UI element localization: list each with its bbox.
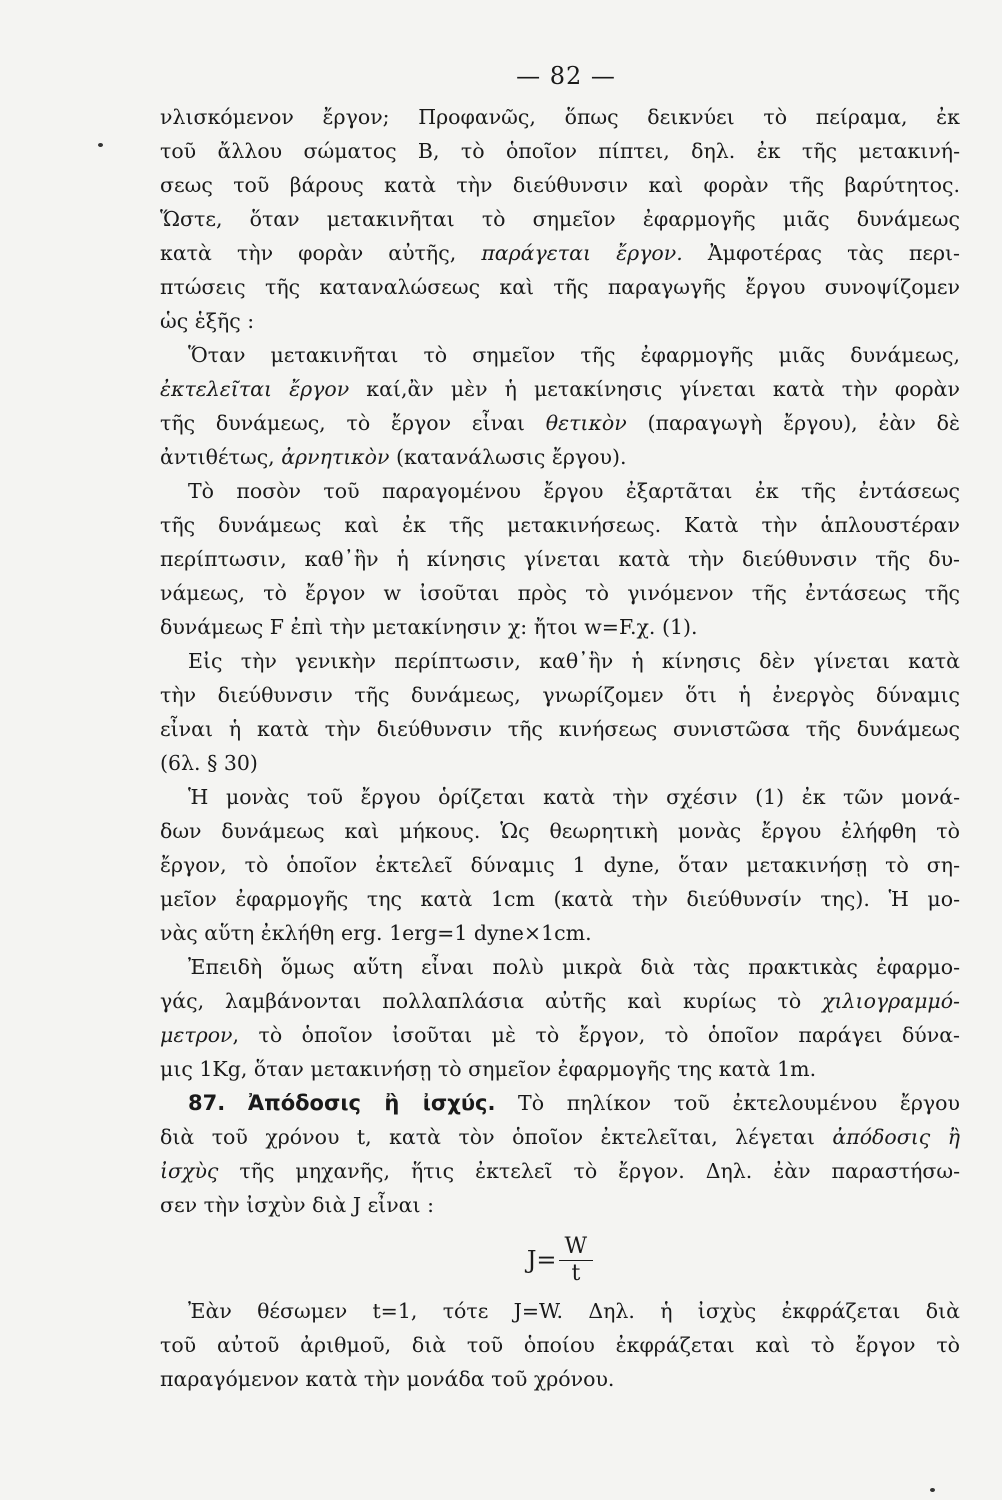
- body-text: [160, 100, 960, 1396]
- text-line: εἶναι ἡ κατὰ τὴν διεύθυνσιν τῆς κινήσεως συνιστῶσα τῆς δυνάμεως: [160, 717, 960, 741]
- emphasis: μετρον: [160, 1023, 233, 1047]
- text-line: σεως τοῦ βάρους κατὰ τὴν διεύθυνσιν καὶ φορὰν τῆς βαρύτητος.: [160, 173, 960, 197]
- page-number: — 82 —: [516, 62, 616, 90]
- text-line: δυνάμεως F ἐπὶ τὴν μετακίνησιν χ: ἤτοι w=F.χ. (1).: [160, 615, 698, 639]
- paragraph-5: [160, 780, 960, 950]
- emphasis: χιλιογραμμό-: [822, 989, 960, 1013]
- text-line: μις 1Kg, ὅταν μετακινήσῃ τὸ σημεῖον ἐφαρμογῆς της κατὰ 1m.: [160, 1057, 817, 1081]
- emphasis: ἰσχὺς: [160, 1159, 219, 1183]
- section-number: 87.: [188, 1091, 226, 1115]
- emphasis: θετικὸν: [545, 411, 627, 435]
- section-title: Ἀπόδοσις ἢ ἰσχύς.: [247, 1091, 496, 1115]
- text-line: διὰ τοῦ χρόνου t, κατὰ τὸν ὁποῖον ἐκτελεῖται, λέγεται ἀπόδοσις ἢ: [160, 1125, 960, 1149]
- text-line: περίπτωσιν, καθ᾽ἣν ἡ κίνησις γίνεται κατὰ τὴν διεύθυνσιν τῆς δυ-: [160, 547, 960, 571]
- text-line: Ἡ μονὰς τοῦ ἔργου ὁρίζεται κατὰ τὴν σχέσιν (1) ἐκ τῶν μονά-: [188, 785, 960, 809]
- text-line: Ἐπειδὴ ὅμως αὕτη εἶναι πολὺ μικρὰ διὰ τὰς πρακτικὰς ἐφαρμο-: [188, 955, 960, 979]
- text-line: νλισκόμενον ἔργον; Προφανῶς, ὅπως δεικνύει τὸ πείραμα, ἐκ: [160, 105, 960, 129]
- scan-speck: [930, 1488, 935, 1492]
- text-line: γάς, λαμβάνονται πολλαπλάσια αὐτῆς καὶ κυρίως τὸ χιλιογραμμό-: [160, 989, 960, 1013]
- fraction-numerator: W: [559, 1234, 594, 1261]
- paragraph-4: [160, 644, 960, 780]
- text-line: κατὰ τὴν φορὰν αὐτῆς, παράγεται ἔργον. Ἀμφοτέρας τὰς περι-: [160, 241, 960, 265]
- text-line: δων δυνάμεως καὶ μήκους. Ὡς θεωρητικὴ μονὰς ἔργου ἐλήφθη τὸ: [160, 819, 960, 843]
- text-line: Ὅταν μετακινῆται τὸ σημεῖον τῆς ἐφαρμογῆς μιᾶς δυνάμεως,: [188, 343, 960, 367]
- formula: [160, 1230, 960, 1290]
- text-line: ἐκτελεῖται ἔργον καί,ἂν μὲν ἡ μετακίνησις γίνεται κατὰ τὴν φορὰν: [160, 377, 960, 401]
- emphasis: ἀρνητικὸν: [281, 445, 390, 469]
- scan-speck: [98, 143, 103, 147]
- text-line: σεν τὴν ἰσχὺν διὰ J εἶναι :: [160, 1193, 434, 1217]
- text-line: Ὥστε, ὅταν μετακινῆται τὸ σημεῖον ἐφαρμογῆς μιᾶς δυνάμεως: [160, 207, 960, 231]
- text-line: μετρον, τὸ ὁποῖον ἰσοῦται μὲ τὸ ἔργον, τὸ ὁποῖον παράγει δύνα-: [160, 1023, 960, 1047]
- text-line: τὴν διεύθυνσιν τῆς δυνάμεως, γνωρίζομεν ὅτι ἡ ἐνεργὸς δύναμις: [160, 683, 960, 707]
- text-line: τοῦ ἄλλου σώματος Β, τὸ ὁποῖον πίπτει, δηλ. ἐκ τῆς μετακινή-: [160, 139, 960, 163]
- text-line: Εἰς τὴν γενικὴν περίπτωσιν, καθ᾽ἣν ἡ κίνησις δὲν γίνεται κατὰ: [188, 649, 960, 673]
- fraction-denominator: t: [571, 1260, 581, 1286]
- text-line: ὡς ἑξῆς :: [160, 309, 255, 333]
- text-line: τῆς δυνάμεως καὶ ἐκ τῆς μετακινήσεως. Κατὰ τὴν ἁπλουστέραν: [160, 513, 960, 537]
- paragraph-1: [160, 100, 960, 338]
- text-line: πτώσεις τῆς καταναλώσεως καὶ τῆς παραγωγῆς ἔργου συνοψίζομεν: [160, 275, 960, 299]
- emphasis: ἀπόδοσις ἢ: [832, 1125, 960, 1149]
- section-heading-line: 87. Ἀπόδοσις ἢ ἰσχύς. Τὸ πηλίκον τοῦ ἐκτελουμένου ἔργου: [188, 1091, 960, 1115]
- emphasis: ἐκτελεῖται ἔργον: [160, 377, 350, 401]
- section-87: [160, 1086, 960, 1396]
- text-line: Ἐὰν θέσωμεν t=1, τότε J=W. Δηλ. ἡ ἰσχὺς ἐκφράζεται διὰ: [188, 1299, 960, 1323]
- text-line: τοῦ αὐτοῦ ἀριθμοῦ, διὰ τοῦ ὁποίου ἐκφράζεται καὶ τὸ ἔργον τὸ: [160, 1333, 960, 1357]
- text-line: νὰς αὕτη ἐκλήθη erg. 1erg=1 dyne×1cm.: [160, 921, 592, 945]
- text-line: μεῖον ἐφαρμογῆς της κατὰ 1cm (κατὰ τὴν διεύθυνσίν της). Ἡ μο-: [160, 887, 960, 911]
- formula-lhs: J=: [526, 1246, 557, 1274]
- text-line: ἰσχὺς τῆς μηχανῆς, ἥτις ἐκτελεῖ τὸ ἔργον. Δηλ. ἐὰν παραστήσω-: [160, 1159, 960, 1183]
- text-line: παραγόμενον κατὰ τὴν μονάδα τοῦ χρόνου.: [160, 1367, 615, 1391]
- text-line: τῆς δυνάμεως, τὸ ἔργον εἶναι θετικὸν (παραγωγὴ ἔργου), ἐὰν δὲ: [160, 411, 960, 435]
- paragraph-6: [160, 950, 960, 1086]
- paragraph-3: [160, 474, 960, 644]
- fraction: [559, 1234, 594, 1287]
- paragraph-2: [160, 338, 960, 474]
- emphasis: παράγεται ἔργον.: [481, 241, 683, 265]
- text-line: (6λ. § 30): [160, 751, 258, 775]
- text-line: ἀντιθέτως, ἀρνητικὸν (κατανάλωσις ἔργου).: [160, 445, 627, 469]
- text-line: Τὸ ποσὸν τοῦ παραγομένου ἔργου ἐξαρτᾶται ἐκ τῆς ἐντάσεως: [188, 479, 960, 503]
- text-line: νάμεως, τὸ ἔργον w ἰσοῦται πρὸς τὸ γινόμενον τῆς ἐντάσεως τῆς: [160, 581, 960, 605]
- text-line: ἔργον, τὸ ὁποῖον ἐκτελεῖ δύναμις 1 dyne, ὅταν μετακινήσῃ τὸ ση-: [160, 853, 960, 877]
